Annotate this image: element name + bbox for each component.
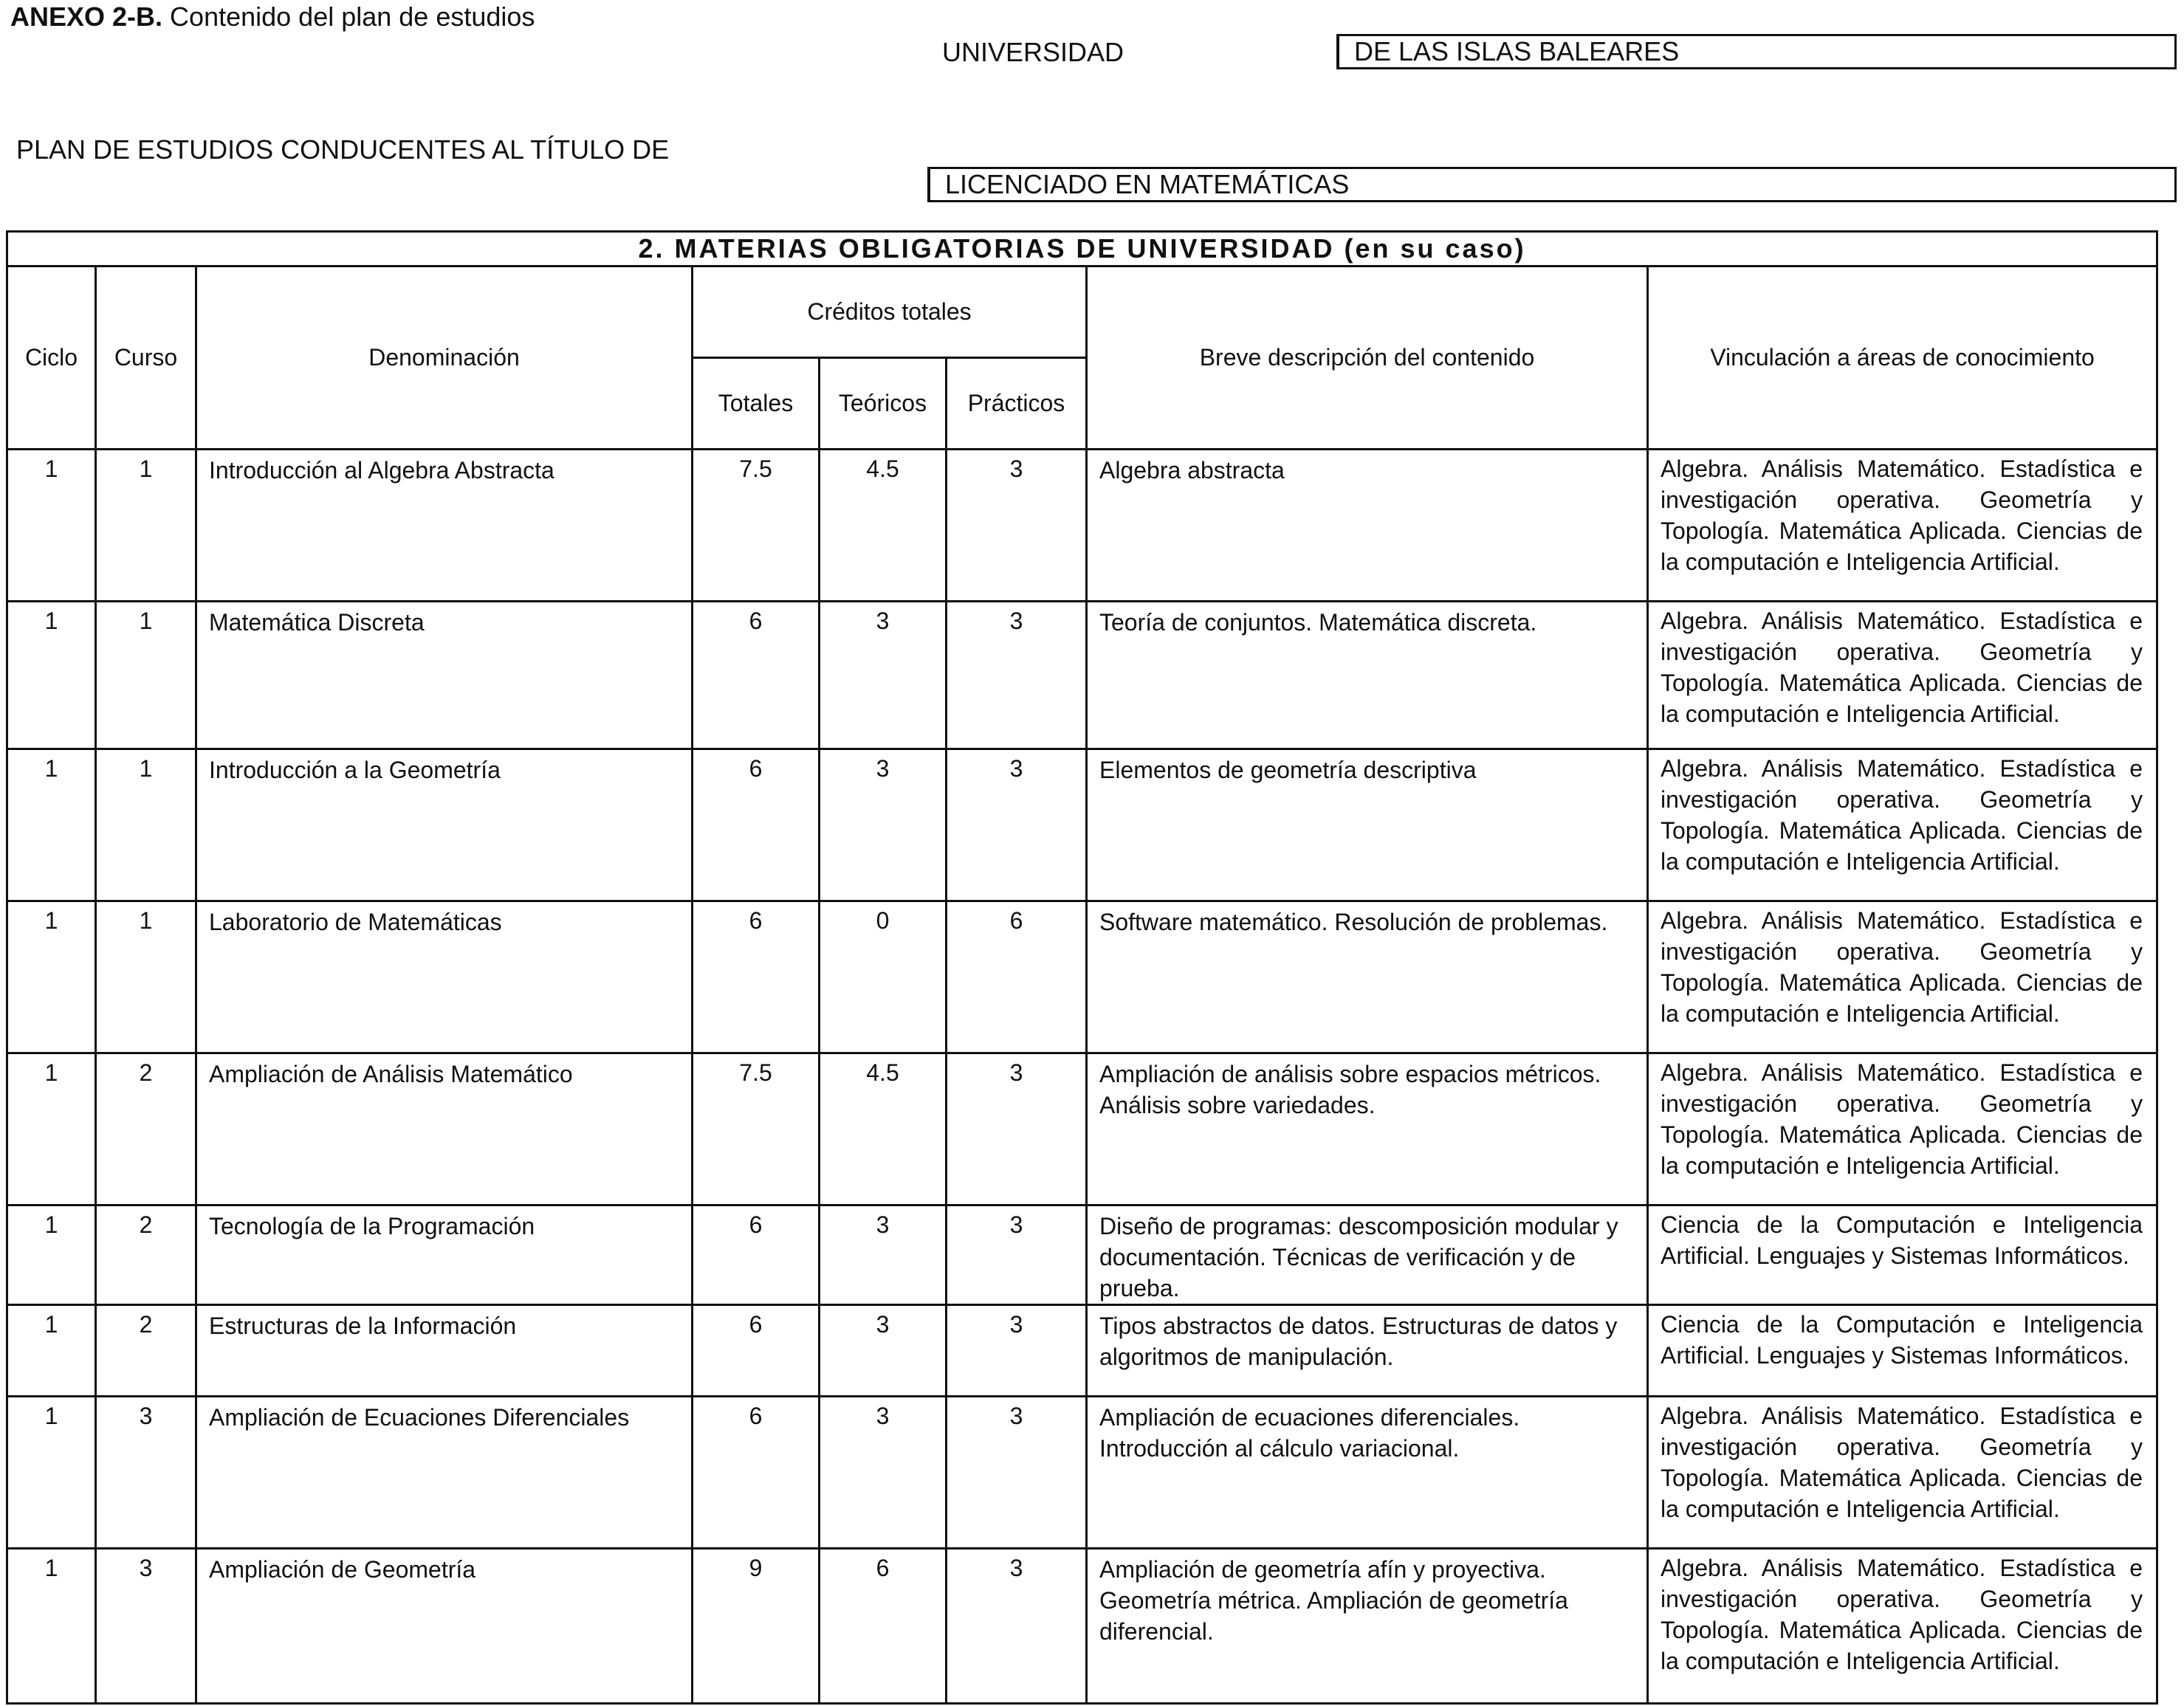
cell-vinculacion: Algebra. Análisis Matemático. Estadística e investigación operativa. Geometría y Topología. Matemática Aplicada. Ciencias de la computación e Inteligencia Artificial.	[1648, 1053, 2157, 1205]
annex-heading	[10, 1, 535, 32]
table-row	[7, 901, 2157, 1053]
cell-denominacion: Ampliación de Análisis Matemático	[196, 1053, 693, 1205]
cell-descripcion: Ampliación de ecuaciones diferenciales. Introducción al cálculo variacional.	[1087, 1397, 1648, 1549]
cell-vinculacion: Algebra. Análisis Matemático. Estadística e investigación operativa. Geometría y Topología. Matemática Aplicada. Ciencias de la computación e Inteligencia Artificial.	[1648, 602, 2157, 749]
col-header-totales: Totales	[693, 358, 820, 450]
cell-practicos: 3	[947, 749, 1087, 901]
cell-curso: 3	[96, 1397, 196, 1549]
cell-descripcion: Ampliación de geometría afín y proyectiva. Geometría métrica. Ampliación de geometría diferencial.	[1087, 1549, 1648, 1704]
col-header-curso: Curso	[96, 266, 196, 450]
table-row	[7, 1549, 2157, 1704]
cell-curso: 1	[96, 450, 196, 602]
col-header-practicos: Prácticos	[947, 358, 1087, 450]
cell-denominacion: Ampliación de Geometría	[196, 1549, 693, 1704]
cell-practicos: 3	[947, 1053, 1087, 1205]
degree-title-box	[927, 167, 2177, 202]
cell-totales: 6	[693, 1205, 820, 1305]
cell-teoricos: 3	[820, 602, 947, 749]
cell-vinculacion: Algebra. Análisis Matemático. Estadística e investigación operativa. Geometría y Topología. Matemática Aplicada. Ciencias de la computación e Inteligencia Artificial.	[1648, 749, 2157, 901]
cell-practicos: 3	[947, 1205, 1087, 1305]
cell-vinculacion: Algebra. Análisis Matemático. Estadística e investigación operativa. Geometría y Topología. Matemática Aplicada. Ciencias de la computación e Inteligencia Artificial.	[1648, 1549, 2157, 1704]
col-header-vinculacion: Vinculación a áreas de conocimiento	[1648, 266, 2157, 450]
cell-denominacion: Introducción a la Geometría	[196, 749, 693, 901]
cell-totales: 6	[693, 901, 820, 1053]
header-row-1	[7, 266, 2157, 358]
cell-descripcion: Ampliación de análisis sobre espacios métricos. Análisis sobre variedades.	[1087, 1053, 1648, 1205]
cell-practicos: 3	[947, 602, 1087, 749]
cell-totales: 9	[693, 1549, 820, 1704]
cell-teoricos: 3	[820, 1397, 947, 1549]
cell-denominacion: Introducción al Algebra Abstracta	[196, 450, 693, 602]
cell-curso: 2	[96, 1053, 196, 1205]
cell-totales: 6	[693, 1397, 820, 1549]
cell-totales: 6	[693, 1305, 820, 1397]
cell-practicos: 3	[947, 450, 1087, 602]
cell-totales: 6	[693, 602, 820, 749]
cell-vinculacion: Ciencia de la Computación e Inteligencia Artificial. Lenguajes y Sistemas Informáticos.	[1648, 1305, 2157, 1397]
cell-descripcion: Software matemático. Resolución de problemas.	[1087, 901, 1648, 1053]
cell-teoricos: 3	[820, 1205, 947, 1305]
cell-descripcion: Elementos de geometría descriptiva	[1087, 749, 1648, 901]
table-row	[7, 1205, 2157, 1305]
cell-teoricos: 3	[820, 1305, 947, 1397]
cell-curso: 1	[96, 602, 196, 749]
cell-denominacion: Estructuras de la Información	[196, 1305, 693, 1397]
table-row	[7, 602, 2157, 749]
cell-ciclo: 1	[7, 901, 96, 1053]
cell-descripcion: Diseño de programas: descomposición modular y documentación. Técnicas de verificación y de prueba.	[1087, 1205, 1648, 1305]
cell-denominacion: Ampliación de Ecuaciones Diferenciales	[196, 1397, 693, 1549]
cell-ciclo: 1	[7, 749, 96, 901]
cell-practicos: 6	[947, 901, 1087, 1053]
cell-denominacion: Laboratorio de Matemáticas	[196, 901, 693, 1053]
annex-number: ANEXO 2-B.	[10, 1, 163, 32]
section-title-row	[7, 232, 2157, 266]
cell-denominacion: Matemática Discreta	[196, 602, 693, 749]
cell-vinculacion: Algebra. Análisis Matemático. Estadística e investigación operativa. Geometría y Topología. Matemática Aplicada. Ciencias de la computación e Inteligencia Artificial.	[1648, 450, 2157, 602]
study-plan-label: PLAN DE ESTUDIOS CONDUCENTES AL TÍTULO DE	[16, 134, 670, 165]
cell-curso: 3	[96, 1549, 196, 1704]
cell-totales: 7.5	[693, 450, 820, 602]
cell-vinculacion: Algebra. Análisis Matemático. Estadística e investigación operativa. Geometría y Topología. Matemática Aplicada. Ciencias de la computación e Inteligencia Artificial.	[1648, 901, 2157, 1053]
cell-vinculacion: Ciencia de la Computación e Inteligencia Artificial. Lenguajes y Sistemas Informáticos.	[1648, 1205, 2157, 1305]
annex-description: Contenido del plan de estudios	[162, 1, 535, 32]
cell-teoricos: 4.5	[820, 450, 947, 602]
col-header-teoricos: Teóricos	[820, 358, 947, 450]
cell-ciclo: 1	[7, 1397, 96, 1549]
cell-practicos: 3	[947, 1397, 1087, 1549]
cell-practicos: 3	[947, 1305, 1087, 1397]
cell-curso: 2	[96, 1305, 196, 1397]
table-row	[7, 1397, 2157, 1549]
cell-practicos: 3	[947, 1549, 1087, 1704]
cell-ciclo: 1	[7, 1205, 96, 1305]
cell-totales: 6	[693, 749, 820, 901]
cell-descripcion: Algebra abstracta	[1087, 450, 1648, 602]
degree-title-value: LICENCIADO EN MATEMÁTICAS	[945, 169, 1350, 199]
cell-teoricos: 4.5	[820, 1053, 947, 1205]
cell-curso: 1	[96, 749, 196, 901]
cell-denominacion: Tecnología de la Programación	[196, 1205, 693, 1305]
table-row	[7, 450, 2157, 602]
cell-ciclo: 1	[7, 1549, 96, 1704]
cell-teoricos: 3	[820, 749, 947, 901]
cell-vinculacion: Algebra. Análisis Matemático. Estadística e investigación operativa. Geometría y Topología. Matemática Aplicada. Ciencias de la computación e Inteligencia Artificial.	[1648, 1397, 2157, 1549]
col-header-ciclo: Ciclo	[7, 266, 96, 450]
table-row	[7, 749, 2157, 901]
col-header-creditos: Créditos totales	[693, 266, 1087, 358]
col-header-denominacion: Denominación	[196, 266, 693, 450]
cell-ciclo: 1	[7, 1305, 96, 1397]
university-label: UNIVERSIDAD	[942, 37, 1124, 67]
cell-descripcion: Tipos abstractos de datos. Estructuras de datos y algoritmos de manipulación.	[1087, 1305, 1648, 1397]
subjects-table	[6, 230, 2158, 1705]
cell-ciclo: 1	[7, 602, 96, 749]
cell-teoricos: 6	[820, 1549, 947, 1704]
cell-ciclo: 1	[7, 1053, 96, 1205]
university-value: DE LAS ISLAS BALEARES	[1354, 36, 1680, 66]
table-row	[7, 1053, 2157, 1205]
cell-teoricos: 0	[820, 901, 947, 1053]
cell-totales: 7.5	[693, 1053, 820, 1205]
university-value-box	[1336, 34, 2177, 69]
cell-curso: 1	[96, 901, 196, 1053]
col-header-descripcion: Breve descripción del contenido	[1087, 266, 1648, 450]
cell-ciclo: 1	[7, 450, 96, 602]
table-row	[7, 1305, 2157, 1397]
cell-descripcion: Teoría de conjuntos. Matemática discreta.	[1087, 602, 1648, 749]
section-title: 2. MATERIAS OBLIGATORIAS DE UNIVERSIDAD (en su caso)	[7, 232, 2157, 266]
cell-curso: 2	[96, 1205, 196, 1305]
